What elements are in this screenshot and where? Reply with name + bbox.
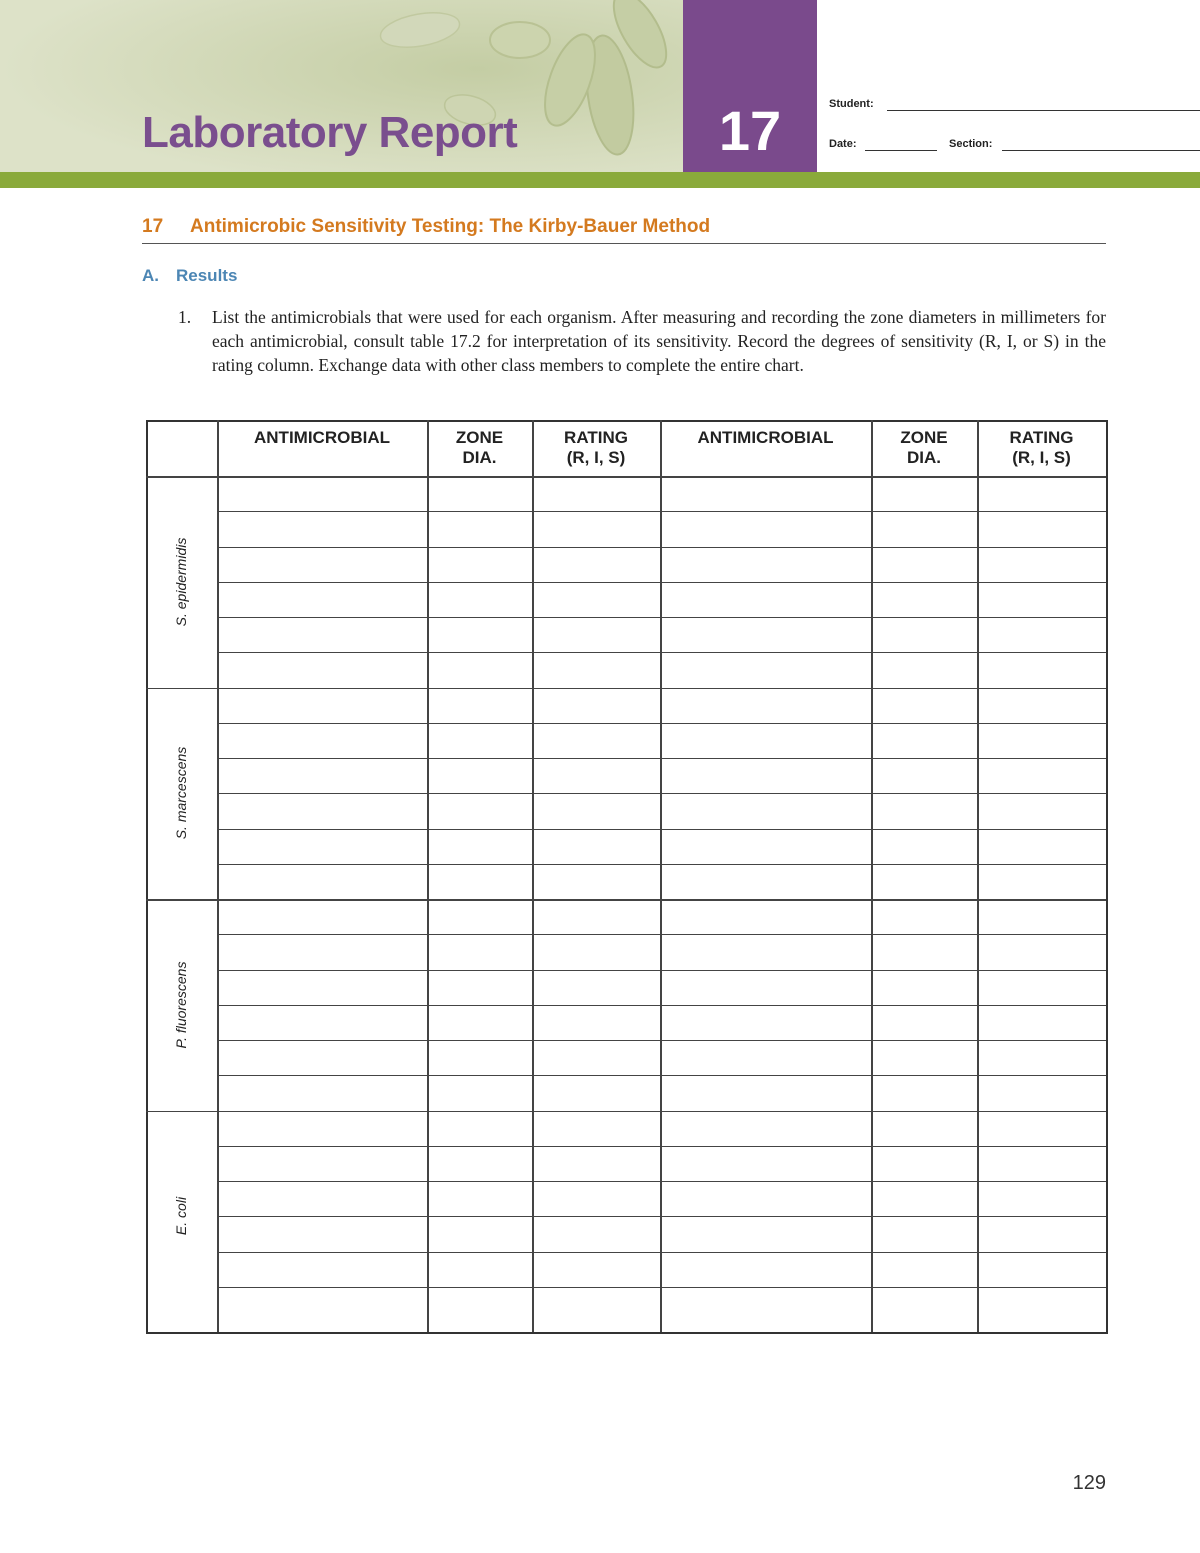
table-entry-cell[interactable] — [871, 864, 977, 899]
table-entry-cell[interactable] — [532, 1216, 660, 1251]
table-entry-cell[interactable] — [977, 1075, 1106, 1110]
table-entry-cell[interactable] — [977, 723, 1106, 758]
column-header-line: RATING — [564, 428, 628, 447]
table-entry-cell[interactable] — [871, 1146, 977, 1181]
table-entry-cell[interactable] — [427, 829, 532, 864]
table-entry-cell[interactable] — [532, 723, 660, 758]
table-entry-cell[interactable] — [871, 758, 977, 793]
table-entry-cell[interactable] — [660, 934, 871, 969]
column-header-line: ANTIMICROBIAL — [697, 428, 834, 447]
organism-name: E. coli — [173, 1197, 189, 1236]
table-entry-cell[interactable] — [871, 1005, 977, 1040]
table-entry-cell[interactable] — [660, 1005, 871, 1040]
table-entry-cell[interactable] — [660, 1287, 871, 1322]
table-entry-cell[interactable] — [532, 582, 660, 617]
section-heading — [142, 216, 710, 238]
table-entry-cell[interactable] — [217, 934, 427, 969]
table-entry-cell[interactable] — [977, 1146, 1106, 1181]
table-entry-cell[interactable] — [871, 793, 977, 828]
table-entry-cell[interactable] — [427, 758, 532, 793]
table-entry-cell[interactable] — [660, 1075, 871, 1110]
table-entry-cell[interactable] — [660, 864, 871, 899]
column-header-line: DIA. — [907, 448, 941, 467]
table-entry-cell[interactable] — [532, 1040, 660, 1075]
student-field[interactable] — [887, 110, 1200, 111]
organism-name: S. marcescens — [173, 746, 189, 840]
table-entry-cell[interactable] — [532, 547, 660, 582]
table-entry-cell[interactable] — [871, 829, 977, 864]
table-entry-cell[interactable] — [660, 1252, 871, 1287]
table-entry-cell[interactable] — [660, 899, 871, 934]
table-entry-cell[interactable] — [532, 652, 660, 687]
table-entry-cell[interactable] — [532, 617, 660, 652]
table-entry-cell[interactable] — [217, 970, 427, 1005]
column-header-line: ZONE — [455, 428, 504, 447]
table-entry-cell[interactable] — [977, 547, 1106, 582]
table-entry-cell[interactable] — [427, 1146, 532, 1181]
table-entry-cell[interactable] — [217, 723, 427, 758]
table-entry-cell[interactable] — [977, 476, 1106, 511]
section-label: Section: — [949, 138, 993, 150]
table-entry-cell[interactable] — [427, 688, 532, 723]
column-header-line: DIA. — [462, 448, 497, 467]
table-entry-cell[interactable] — [427, 970, 532, 1005]
table-entry-cell[interactable] — [871, 970, 977, 1005]
table-entry-cell[interactable] — [427, 1040, 532, 1075]
table-entry-cell[interactable] — [977, 864, 1106, 899]
table-entry-cell[interactable] — [217, 793, 427, 828]
table-entry-cell[interactable] — [977, 934, 1106, 969]
table-entry-cell[interactable] — [977, 1111, 1106, 1146]
table-entry-cell[interactable] — [871, 582, 977, 617]
section-divider — [142, 243, 1106, 244]
date-field[interactable] — [865, 150, 937, 151]
table-entry-cell[interactable] — [427, 617, 532, 652]
organism-label-cell — [146, 476, 216, 688]
table-entry-cell[interactable] — [660, 829, 871, 864]
table-entry-cell[interactable] — [660, 688, 871, 723]
section-number: 17 — [142, 216, 164, 237]
table-entry-cell[interactable] — [427, 1216, 532, 1251]
table-entry-cell[interactable] — [871, 688, 977, 723]
table-entry-cell[interactable] — [217, 1075, 427, 1110]
results-table — [146, 420, 1106, 1332]
table-entry-cell[interactable] — [532, 476, 660, 511]
table-entry-cell[interactable] — [217, 1287, 427, 1322]
table-entry-cell[interactable] — [427, 864, 532, 899]
table-entry-cell[interactable] — [977, 1216, 1106, 1251]
table-entry-cell[interactable] — [532, 1075, 660, 1110]
table-entry-cell[interactable] — [217, 899, 427, 934]
table-entry-cell[interactable] — [427, 652, 532, 687]
table-entry-cell[interactable] — [977, 617, 1106, 652]
instruction-number: 1. — [178, 307, 192, 327]
table-entry-cell[interactable] — [977, 970, 1106, 1005]
column-header-line: ANTIMICROBIAL — [254, 428, 390, 447]
table-entry-cell[interactable] — [217, 688, 427, 723]
instruction-item — [178, 305, 1106, 377]
table-entry-cell[interactable] — [217, 1181, 427, 1216]
table-entry-cell[interactable] — [427, 1111, 532, 1146]
table-entry-cell[interactable] — [427, 1252, 532, 1287]
table-entry-cell[interactable] — [660, 617, 871, 652]
table-entry-cell[interactable] — [427, 1181, 532, 1216]
subsection-heading — [142, 266, 237, 286]
table-entry-cell[interactable] — [660, 1216, 871, 1251]
table-entry-cell[interactable] — [532, 970, 660, 1005]
table-entry-cell[interactable] — [871, 1216, 977, 1251]
table-entry-cell[interactable] — [977, 511, 1106, 546]
table-entry-cell[interactable] — [871, 1252, 977, 1287]
table-entry-cell[interactable] — [427, 1075, 532, 1110]
table-entry-cell[interactable] — [977, 1252, 1106, 1287]
table-entry-cell[interactable] — [217, 829, 427, 864]
table-entry-cell[interactable] — [977, 582, 1106, 617]
table-entry-cell[interactable] — [532, 1287, 660, 1322]
table-entry-cell[interactable] — [660, 1146, 871, 1181]
table-entry-cell[interactable] — [660, 970, 871, 1005]
header-banner-image — [0, 0, 683, 172]
table-entry-cell[interactable] — [871, 1287, 977, 1322]
table-entry-cell[interactable] — [217, 476, 427, 511]
table-entry-cell[interactable] — [977, 758, 1106, 793]
table-entry-cell[interactable] — [532, 758, 660, 793]
table-entry-cell[interactable] — [532, 511, 660, 546]
table-entry-cell[interactable] — [532, 793, 660, 828]
table-entry-cell[interactable] — [427, 793, 532, 828]
table-entry-cell[interactable] — [660, 793, 871, 828]
table-entry-cell[interactable] — [977, 1181, 1106, 1216]
table-entry-cell[interactable] — [217, 1146, 427, 1181]
table-entry-cell[interactable] — [660, 723, 871, 758]
table-entry-cell[interactable] — [427, 1005, 532, 1040]
table-entry-cell[interactable] — [427, 899, 532, 934]
table-entry-cell[interactable] — [427, 1287, 532, 1322]
column-header-line: (R, I, S) — [1012, 448, 1071, 467]
organism-name: S. epidermidis — [173, 537, 189, 627]
table-entry-cell[interactable] — [660, 547, 871, 582]
column-header — [427, 420, 532, 476]
report-title: Laboratory Report — [142, 108, 518, 157]
subsection-title: Results — [176, 266, 238, 285]
column-header — [217, 420, 427, 476]
table-entry-cell[interactable] — [532, 1252, 660, 1287]
table-entry-cell[interactable] — [217, 1005, 427, 1040]
table-entry-cell[interactable] — [217, 758, 427, 793]
table-entry-cell[interactable] — [217, 511, 427, 546]
table-entry-cell[interactable] — [871, 652, 977, 687]
table-entry-cell[interactable] — [427, 934, 532, 969]
lab-number: 17 — [718, 99, 782, 162]
column-header — [532, 420, 660, 476]
table-entry-cell[interactable] — [977, 829, 1106, 864]
table-entry-cell[interactable] — [871, 899, 977, 934]
table-entry-cell[interactable] — [532, 1146, 660, 1181]
table-entry-cell[interactable] — [977, 1005, 1106, 1040]
table-entry-cell[interactable] — [871, 1075, 977, 1110]
table-entry-cell[interactable] — [532, 864, 660, 899]
section-field[interactable] — [1002, 150, 1200, 151]
table-entry-cell[interactable] — [871, 1040, 977, 1075]
table-entry-cell[interactable] — [660, 1040, 871, 1075]
table-entry-cell[interactable] — [977, 652, 1106, 687]
table-entry-cell[interactable] — [871, 723, 977, 758]
table-entry-cell[interactable] — [427, 547, 532, 582]
table-entry-cell[interactable] — [532, 1181, 660, 1216]
lab-number-box — [683, 0, 817, 188]
organism-name: P. fluorescens — [173, 961, 189, 1049]
column-header — [977, 420, 1106, 476]
column-header-line: ZONE — [900, 428, 948, 447]
table-entry-cell[interactable] — [977, 688, 1106, 723]
column-header-line: RATING — [1009, 428, 1074, 447]
table-entry-cell[interactable] — [217, 864, 427, 899]
table-entry-cell[interactable] — [660, 1181, 871, 1216]
organism-label-cell — [146, 688, 216, 900]
table-entry-cell[interactable] — [871, 476, 977, 511]
table-entry-cell[interactable] — [660, 758, 871, 793]
table-entry-cell[interactable] — [217, 617, 427, 652]
section-title: Antimicrobic Sensitivity Testing: The Kirby-Bauer Method — [190, 216, 711, 237]
table-entry-cell[interactable] — [660, 511, 871, 546]
table-entry-cell[interactable] — [871, 547, 977, 582]
table-entry-cell[interactable] — [427, 476, 532, 511]
subsection-letter: A. — [142, 266, 159, 285]
date-label: Date: — [829, 138, 857, 150]
instruction-text: List the antimicrobials that were used for each organism. After measuring and recording the zone diameters in millimeters for each antimicrobial, consult table 17.2 for interpretation of its sensitivity. Record the degrees of sensitivity (R, I, or S) in the rating column. Exchange data with other class members to complete the entire chart. — [212, 307, 1106, 375]
table-entry-cell[interactable] — [660, 582, 871, 617]
table-entry-cell[interactable] — [532, 899, 660, 934]
table-entry-cell[interactable] — [532, 688, 660, 723]
table-entry-cell[interactable] — [977, 899, 1106, 934]
organism-label-cell — [146, 1111, 216, 1323]
table-entry-cell[interactable] — [427, 723, 532, 758]
column-header — [871, 420, 977, 476]
table-entry-cell[interactable] — [977, 1040, 1106, 1075]
column-header-line: (R, I, S) — [566, 448, 626, 467]
table-entry-cell[interactable] — [217, 547, 427, 582]
table-entry-cell[interactable] — [532, 934, 660, 969]
table-entry-cell[interactable] — [427, 582, 532, 617]
table-entry-cell[interactable] — [977, 1287, 1106, 1322]
table-entry-cell[interactable] — [871, 1181, 977, 1216]
table-entry-cell[interactable] — [660, 652, 871, 687]
table-entry-cell[interactable] — [871, 1111, 977, 1146]
table-entry-cell[interactable] — [217, 1216, 427, 1251]
table-entry-cell[interactable] — [532, 829, 660, 864]
table-entry-cell[interactable] — [871, 617, 977, 652]
table-entry-cell[interactable] — [871, 934, 977, 969]
table-entry-cell[interactable] — [217, 1040, 427, 1075]
table-entry-cell[interactable] — [217, 1111, 427, 1146]
table-entry-cell[interactable] — [660, 476, 871, 511]
page-number: 129 — [1072, 1472, 1106, 1494]
table-entry-cell[interactable] — [427, 511, 532, 546]
table-entry-cell[interactable] — [532, 1111, 660, 1146]
table-entry-cell[interactable] — [977, 793, 1106, 828]
column-header — [660, 420, 871, 476]
table-entry-cell[interactable] — [217, 652, 427, 687]
table-entry-cell[interactable] — [532, 1005, 660, 1040]
table-entry-cell[interactable] — [217, 1252, 427, 1287]
student-label: Student: — [829, 98, 874, 110]
table-entry-cell[interactable] — [660, 1111, 871, 1146]
organism-label-cell — [146, 899, 216, 1111]
table-entry-cell[interactable] — [217, 582, 427, 617]
header-accent-bar — [0, 172, 1200, 188]
table-entry-cell[interactable] — [871, 511, 977, 546]
